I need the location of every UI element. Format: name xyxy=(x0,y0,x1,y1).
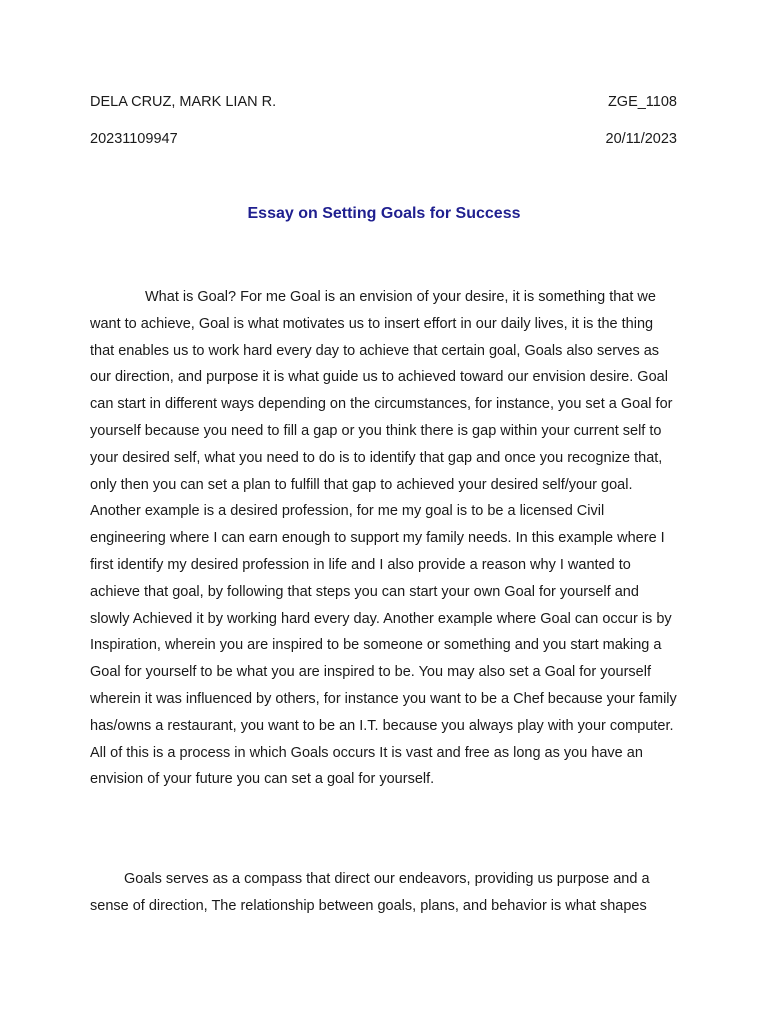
header-row-name xyxy=(90,93,677,111)
essay-paragraph-2: Goals serves as a compass that direct our endeavors, providing us purpose and a sense of direction, The relationship between goals, plans, and behavior is what shapes xyxy=(90,871,650,914)
essay-title: Essay on Setting Goals for Success xyxy=(247,205,521,222)
essay-paragraph-1: What is Goal? For me Goal is an envision of your desire, it is something that we want to achieve, Goal is what motivates us to insert effort in our daily lives, it is the thing that enables us to work hard every day to achieve that certain goal, Goals also serves as our direction, and purpose it is what guide us to achieved toward our envision desire. Goal can start in different ways depending on the circumstances, for instance, you set a Goal for yourself because you need to fill a gap or you think there is gap within your current self to your desired self, what you need to do is to identify that gap and once you recognize that, only then you can set a plan to fulfill that gap to achieved your desired self/your goal. Another example is a desired profession, for me my goal is to be a licensed Civil engineering where I can earn enough to support my family needs. In this example where I first identify my desired profession in life and I also provide a reason why I wanted to achieve that goal, by following that steps you can start your own Goal for yourself and slowly Achieved it by working hard every day. Another example where Goal can occur is by Inspiration, wherein you are inspired to be someone or something and you start making a Goal for yourself to be what you are inspired to be. You may also set a Goal for yourself wherein it was influenced by others, for instance you want to be a Chef because your family has/owns a restaurant, you want to be an I.T. because you always play with your computer. All of this is a process in which Goals occurs It is vast and free as long as you have an envision of your future you can set a goal for yourself. xyxy=(90,289,677,788)
section-code: ZGE_1108 xyxy=(607,94,677,110)
student-name: DELA CRUZ, MARK LIAN R. xyxy=(90,94,277,110)
header-row-id xyxy=(90,130,677,148)
student-number: 20231109947 xyxy=(90,131,178,147)
date: 20/11/2023 xyxy=(605,131,677,147)
